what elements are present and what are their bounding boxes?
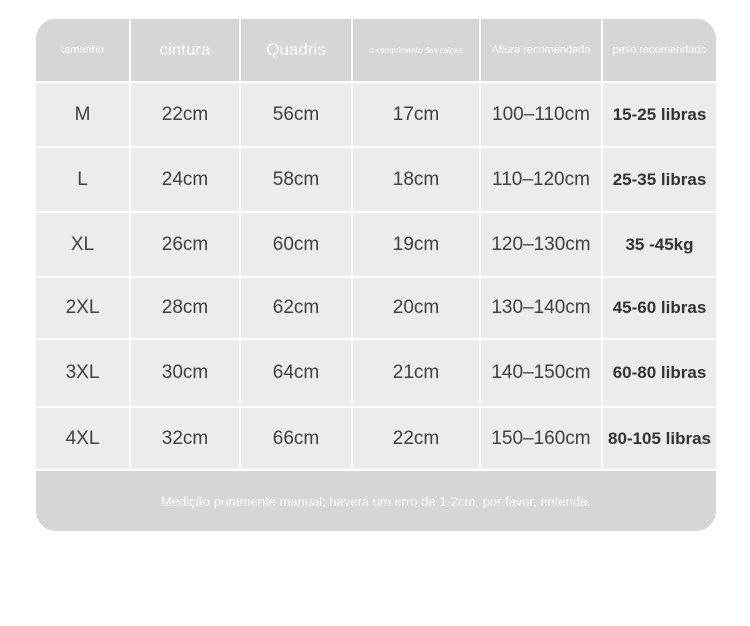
table-row xyxy=(36,339,716,407)
hips-cell: 58cm xyxy=(240,147,352,212)
height-cell: 100–110cm xyxy=(480,82,602,147)
pants-length-cell: 22cm xyxy=(352,407,480,470)
header-hips: Quadris xyxy=(240,19,352,82)
weight-cell: 60-80 libras xyxy=(602,339,716,407)
height-cell: 120–130cm xyxy=(480,212,602,277)
height-cell: 140–150cm xyxy=(480,339,602,407)
hips-cell: 56cm xyxy=(240,82,352,147)
weight-cell: 80-105 libras xyxy=(602,407,716,470)
header-recommended-weight: peso recomendado xyxy=(602,19,716,82)
size-cell: XL xyxy=(36,212,130,277)
header-pants-length: o comprimento das calças xyxy=(352,19,480,82)
pants-length-cell: 20cm xyxy=(352,277,480,339)
hips-cell: 62cm xyxy=(240,277,352,339)
table-row xyxy=(36,407,716,470)
hips-cell: 66cm xyxy=(240,407,352,470)
pants-length-cell: 18cm xyxy=(352,147,480,212)
hips-cell: 64cm xyxy=(240,339,352,407)
size-cell: L xyxy=(36,147,130,212)
height-cell: 130–140cm xyxy=(480,277,602,339)
table-row xyxy=(36,147,716,212)
pants-length-cell: 19cm xyxy=(352,212,480,277)
waist-cell: 32cm xyxy=(130,407,240,470)
pants-length-cell: 21cm xyxy=(352,339,480,407)
pants-length-cell: 17cm xyxy=(352,82,480,147)
table-row xyxy=(36,212,716,277)
waist-cell: 22cm xyxy=(130,82,240,147)
hips-cell: 60cm xyxy=(240,212,352,277)
table-row xyxy=(36,82,716,147)
size-chart-card xyxy=(36,19,716,531)
weight-cell: 45-60 libras xyxy=(602,277,716,339)
weight-cell: 15-25 libras xyxy=(602,82,716,147)
header-size: tamanho xyxy=(36,19,130,82)
size-cell: 4XL xyxy=(36,407,130,470)
header-waist: cintura xyxy=(130,19,240,82)
weight-cell: 35 -45kg xyxy=(602,212,716,277)
waist-cell: 24cm xyxy=(130,147,240,212)
header-recommended-height: Altura recomendada xyxy=(480,19,602,82)
table-row xyxy=(36,277,716,339)
size-cell: M xyxy=(36,82,130,147)
header-row xyxy=(36,19,716,82)
size-chart-table xyxy=(36,19,716,471)
weight-cell: 25-35 libras xyxy=(602,147,716,212)
waist-cell: 30cm xyxy=(130,339,240,407)
waist-cell: 26cm xyxy=(130,212,240,277)
size-cell: 2XL xyxy=(36,277,130,339)
height-cell: 110–120cm xyxy=(480,147,602,212)
waist-cell: 28cm xyxy=(130,277,240,339)
size-cell: 3XL xyxy=(36,339,130,407)
height-cell: 150–160cm xyxy=(480,407,602,470)
measurement-note: Medição puramente manual; haverá um erro de 1-2cm, por favor, entenda. xyxy=(36,471,716,531)
